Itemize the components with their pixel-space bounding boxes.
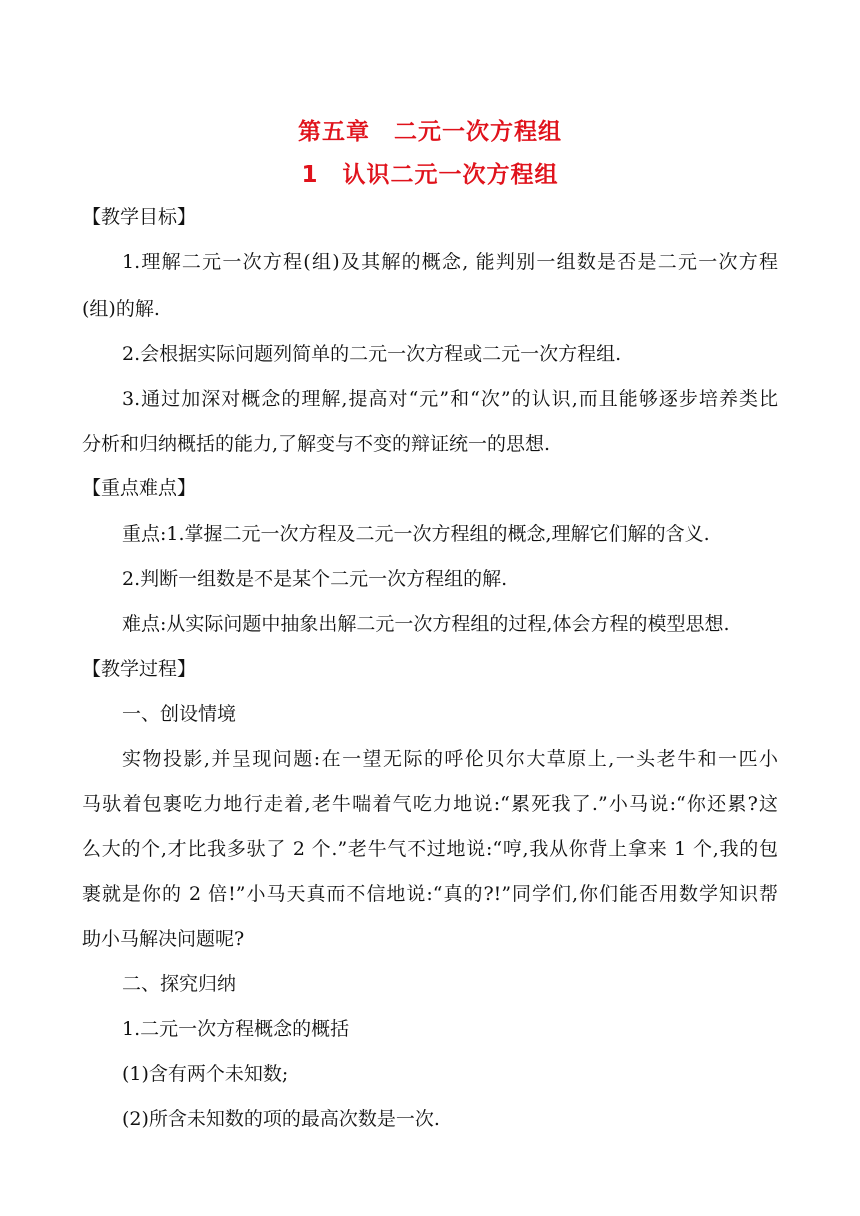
concept-title: 1.二元一次方程概念的概括 (122, 1018, 350, 1040)
teaching-goals-heading: 【教学目标】 (82, 206, 197, 228)
goal-3-line-2: 分析和归纳概括的能力,了解变与不变的辩证统一的思想. (82, 433, 551, 455)
key-point-2: 2.判断一组数是不是某个二元一次方程组的解. (122, 568, 508, 590)
story-line-2: 马驮着包裹吃力地行走着,老牛喘着气吃力地说:“累死我了.”小马说:“你还累?这 (82, 793, 778, 815)
concept-point-1: (1)含有两个未知数; (122, 1063, 289, 1085)
goal-1-line-2: (组)的解. (82, 298, 160, 320)
concept-point-2: (2)所含未知数的项的最高次数是一次. (122, 1108, 440, 1130)
goal-3-line-1: 3.通过加深对概念的理解,提高对“元”和“次”的认识,而且能够逐步培养类比 (122, 388, 778, 410)
chapter-title: 第五章 二元一次方程组 (298, 119, 562, 145)
key-points-heading: 【重点难点】 (82, 477, 197, 499)
teaching-process-heading: 【教学过程】 (82, 658, 197, 680)
story-line-4: 裹就是你的 2 倍!”小马天真而不信地说:“真的?!”同学们,你们能否用数学知识帮 (82, 883, 778, 905)
goal-1-line-1: 1.理解二元一次方程(组)及其解的概念, 能判别一组数是否是二元一次方程 (122, 251, 778, 273)
difficulty-point: 难点:从实际问题中抽象出解二元一次方程组的过程,体会方程的模型思想. (122, 613, 730, 635)
story-line-3: 么大的个,才比我多驮了 2 个.”老牛气不过地说:“哼,我从你背上拿来 1 个,我的包 (82, 838, 778, 860)
part-2-title: 二、探究归纳 (122, 973, 237, 995)
story-line-1: 实物投影,并呈现问题:在一望无际的呼伦贝尔大草原上,一头老牛和一匹小 (122, 748, 778, 770)
part-1-title: 一、创设情境 (122, 703, 237, 725)
goal-2: 2.会根据实际问题列简单的二元一次方程或二元一次方程组. (122, 343, 622, 365)
section-title: 1 认识二元一次方程组 (301, 162, 559, 188)
key-point-1: 重点:1.掌握二元一次方程及二元一次方程组的概念,理解它们解的含义. (122, 523, 710, 545)
story-line-5: 助小马解决问题呢? (82, 928, 245, 950)
